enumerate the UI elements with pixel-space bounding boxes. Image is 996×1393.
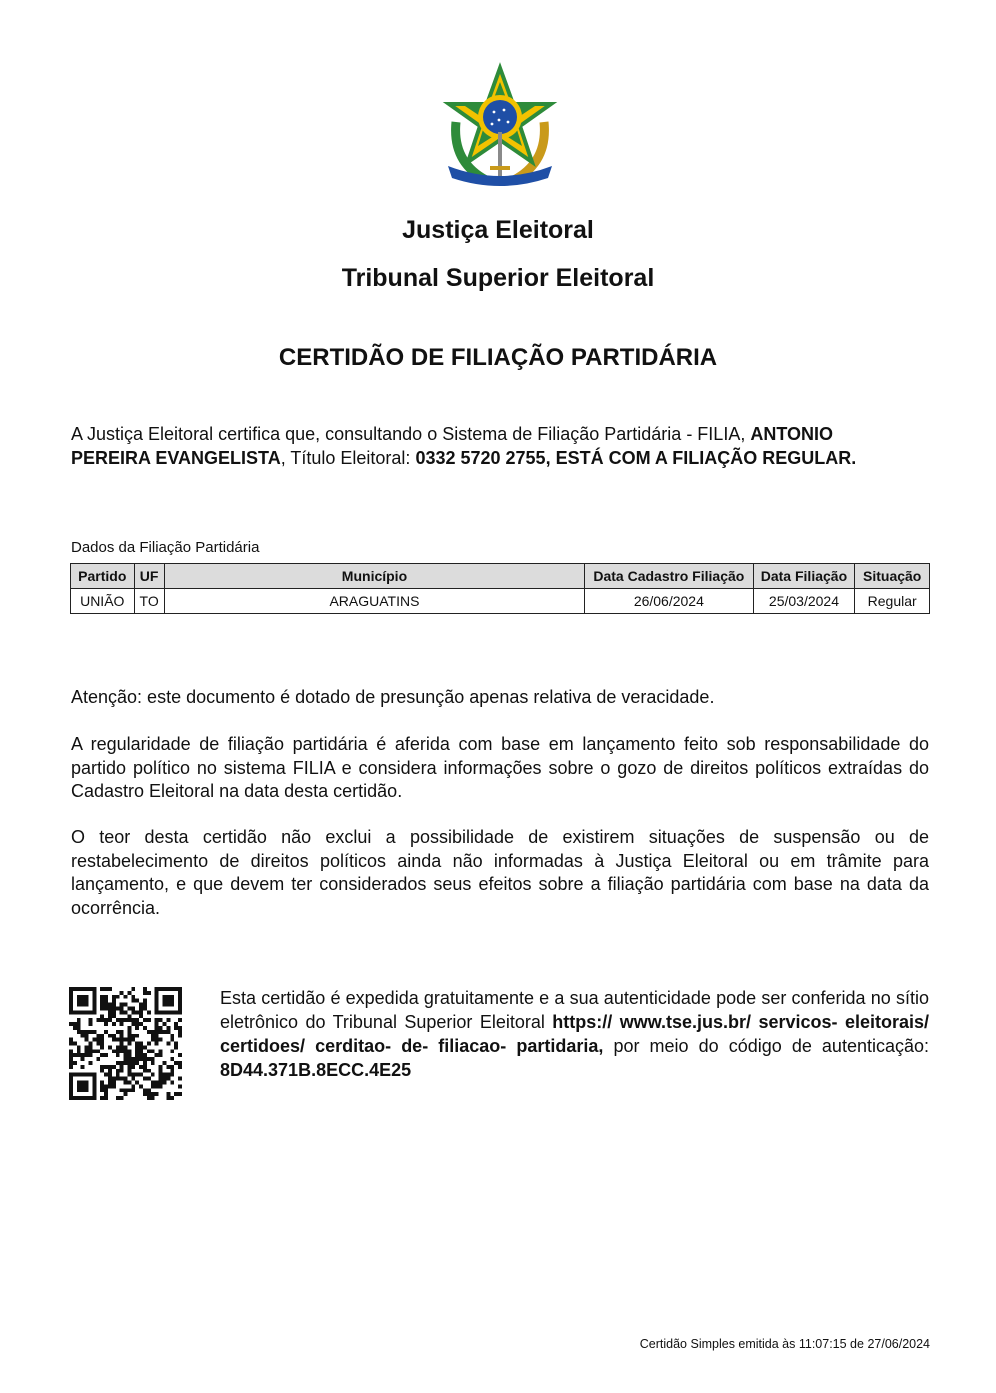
- col-header-municipio: Município: [164, 564, 584, 589]
- cell-uf: TO: [134, 589, 164, 614]
- table-header-row: [71, 564, 930, 589]
- col-header-situacao: Situação: [855, 564, 930, 589]
- intro-paragraph: [71, 422, 911, 470]
- authentication-paragraph: [220, 986, 929, 1082]
- col-header-data-filiacao: Data Filiação: [753, 564, 855, 589]
- attention-paragraph: Atenção: este documento é dotado de presunção apenas relativa de veracidade.: [71, 687, 715, 707]
- voter-id: 0332 5720 2755: [415, 448, 546, 468]
- status-separator: ,: [545, 448, 556, 468]
- table-caption: Dados da Filiação Partidária: [71, 539, 260, 556]
- authentication-code: 8D44.371B.8ECC.4E25: [220, 1060, 412, 1080]
- affiliation-table: [70, 563, 930, 614]
- certificate-title: CERTIDÃO DE FILIAÇÃO PARTIDÁRIA: [278, 344, 718, 371]
- cell-partido: UNIÃO: [71, 589, 135, 614]
- col-header-data-cadastro: Data Cadastro Filiação: [585, 564, 753, 589]
- table-row: [71, 589, 930, 614]
- intro-prefix: A Justiça Eleitoral certifica que, consultando o Sistema de Filiação Partidária - FILIA,: [71, 424, 751, 444]
- cell-situacao: Regular: [855, 589, 930, 614]
- affiliation-status: ESTÁ COM A FILIAÇÃO REGULAR.: [555, 448, 857, 468]
- regularity-paragraph: A regularidade de filiação partidária é aferida com base em lançamento feito sob responsabilidade do partido político no sistema FILIA e considera informações sobre o gozo de direitos políticos extraídas do Cadastro Eleitoral na data desta certidão.: [71, 734, 929, 801]
- issue-timestamp: Certidão Simples emitida às 11:07:15 de 27/06/2024: [639, 1337, 930, 1351]
- header-justica-eleitoral: Justiça Eleitoral: [402, 216, 594, 244]
- auth-text: Esta certidão é expedida gratuitamente e a sua autenticidade pode ser conferida no sítio eletrônico do Tribunal Superior Eleitoral: [220, 988, 929, 1032]
- cell-municipio: ARAGUATINS: [164, 589, 584, 614]
- holder-name: ANTONIO PEREIRA EVANGELISTA: [71, 424, 833, 468]
- verification-url[interactable]: https:// www.tse.jus.br/ servicos- eleitorais/ certidoes/ cerditao- de- filiacao- partidaria,: [220, 1012, 929, 1056]
- content-paragraph: O teor desta certidão não exclui a possibilidade de existirem situações de suspensão ou de restabelecimento de direitos políticos ainda não informadas à Justiça Eleitoral ou em trâmite para lançamento, e que devem ter considerados seus efeitos sobre a filiação partidária com base na data da ocorrência.: [71, 827, 929, 918]
- voter-id-label: , Título Eleitoral:: [280, 448, 416, 468]
- col-header-partido: Partido: [71, 564, 135, 589]
- cell-data-cadastro: 26/06/2024: [585, 589, 753, 614]
- qr-code-icon: [69, 987, 182, 1100]
- brazil-coat-of-arms-icon: [438, 62, 562, 190]
- cell-data-filiacao: 25/03/2024: [753, 589, 855, 614]
- header-tribunal-superior: Tribunal Superior Eleitoral: [341, 264, 655, 292]
- col-header-uf: UF: [134, 564, 164, 589]
- auth-code-label: por meio do código de autenticação:: [603, 1036, 930, 1056]
